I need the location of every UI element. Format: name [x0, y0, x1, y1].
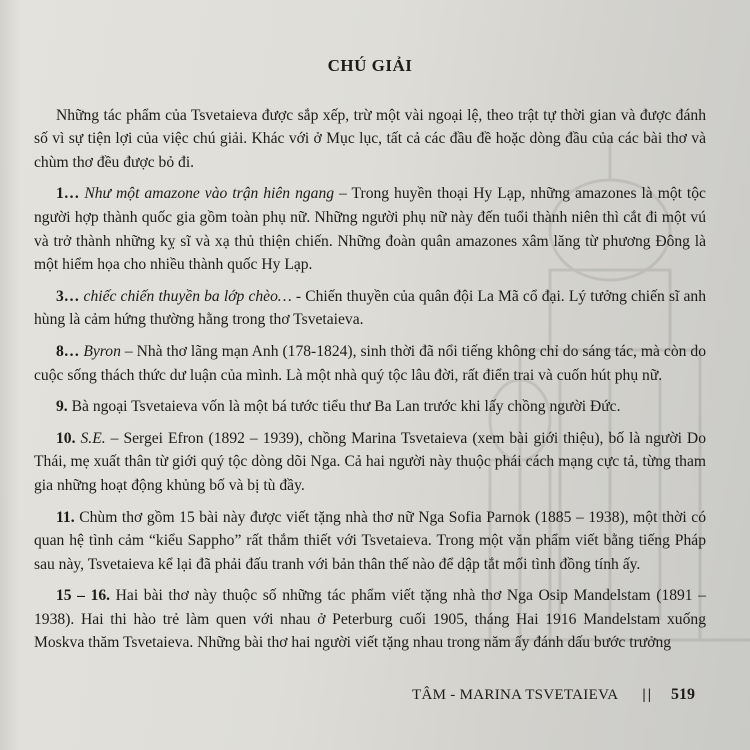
note-text: Bà ngoại Tsvetaieva vốn là một bá tước tiểu thư Ba Lan trước khi lấy chồng người Đức.: [67, 398, 621, 416]
page-title: CHÚ GIẢI: [327, 56, 413, 75]
note-text: – Sergei Efron (1892 – 1939), chồng Marina Tsvetaieva (xem bài giới thiệu), bố là người Do Thái, mẹ xuất thân từ giới quý tộc dòng dõi Nga. Cả hai người này thuộc phái cách mạng cực tả, từng tham gia những hoạt động khủng bố và bị tù đầy.: [34, 429, 706, 494]
note-item: [34, 506, 706, 577]
note-quoted-title: S.E.: [75, 429, 106, 447]
note-number: 8…: [56, 342, 80, 360]
footer-separator: ||: [642, 686, 654, 703]
note-quoted-title: Như một amazone vào trận hiên ngang: [79, 185, 335, 203]
note-item: [34, 395, 706, 419]
annotations-text: [34, 54, 706, 663]
note-number: 15 – 16.: [56, 587, 111, 605]
note-number: 11.: [56, 508, 75, 526]
page-number: 519: [671, 686, 696, 703]
note-number: 9.: [56, 398, 68, 416]
note-text: – Nhà thơ lãng mạn Anh (178-1824), sinh thời đã nổi tiếng không chỉ do sáng tác, mà còn do cuộc sống thách thức dư luận của mình. Là một nhà quý tộc lâu đời, rất điển trai và cuốn hút phụ nữ.: [34, 342, 706, 384]
note-item: [34, 340, 706, 387]
page-gutter-shadow: [0, 0, 20, 750]
note-item: [34, 285, 706, 332]
note-text: Hai bài thơ này thuộc số những tác phẩm viết tặng nhà thơ Nga Osip Mandelstam (1891 – 1938). Hai thi hào trẻ làm quen với nhau ở Peterburg cuối 1905, tháng Hai 1916 Mandelstam xuống Moskva thăm Tsvetaieva. Những bài thơ hai người viết tặng nhau trong năm ấy đánh dấu bước trưởng: [34, 587, 706, 652]
page-footer: [412, 683, 712, 707]
note-item: [34, 584, 706, 655]
note-text: Chùm thơ gồm 15 bài này được viết tặng nhà thơ nữ Nga Sofia Parnok (1885 – 1938), một thời có quan hệ tình cảm “kiểu Sappho” rất thắm thiết với Tsvetaieva. Trong một văn phẩm viết bằng tiếng Pháp sau này, Tsvetaieva kể lại đã phải đấu tranh với bản thân thế nào để dập tắt mối tình đồng tính ấy.: [34, 508, 706, 573]
intro-paragraph: Những tác phẩm của Tsvetaieva được sắp xếp, trừ một vài ngoại lệ, theo trật tự thời gian và được đánh số vì sự tiện lợi của việc chú giải. Khác với ở Mục lục, tất cả các đầu đề hoặc dòng đầu của các bài thơ và chùm thơ đều được bỏ đi.: [34, 106, 706, 171]
note-item: [34, 427, 706, 498]
note-quoted-title: chiếc chiến thuyền ba lớp chèo…: [79, 287, 292, 305]
note-text: – Trong huyền thoại Hy Lạp, những amazones là một tộc người hợp thành quốc gia gồm toàn phụ nữ. Những người phụ nữ này đến tuổi thành niên thì cắt đi một vú và trở thành những kỵ sĩ và xạ thủ thiện chiến. Những đoàn quân amazones xâm lăng từ phương Đông là một hiểm họa cho nhiều thành quốc Hy Lạp.: [34, 185, 706, 274]
note-item: [34, 182, 706, 276]
note-quoted-title: Byron: [79, 342, 121, 360]
running-title: TÂM - MARINA TSVETAIEVA: [412, 686, 619, 703]
note-number: 3…: [56, 287, 80, 305]
note-number: 10.: [56, 429, 76, 447]
note-number: 1…: [56, 185, 80, 203]
note-text: - Chiến thuyền của quân đội La Mã cổ đại. Lý tưởng chiến sĩ anh hùng là cảm hứng thường hằng trong thơ Tsvetaieva.: [34, 287, 706, 329]
